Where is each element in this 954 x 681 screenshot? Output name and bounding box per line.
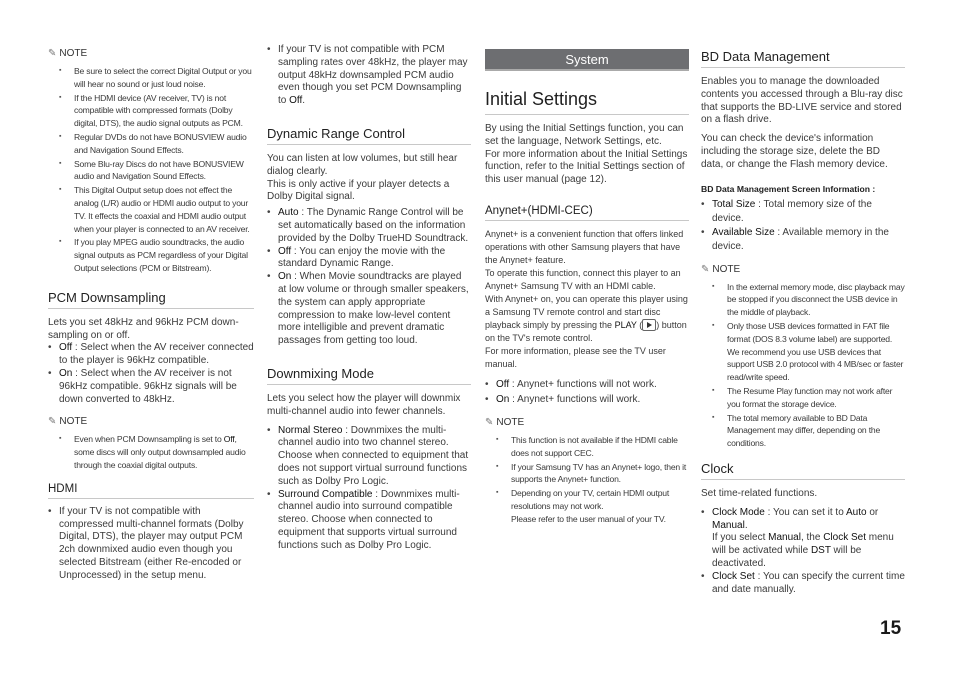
page-title: Initial Settings bbox=[485, 89, 689, 115]
bd-p2: You can check the device's information including the storage size, delete the BD data, or change the Flash memory device. bbox=[701, 133, 888, 170]
option-item: • Normal Stereo : Downmixes the multi-channel audio into two channel stereo. Choose when connected to equipment that does not support virtual surround functions such as Dolby Pro Logic. bbox=[267, 425, 471, 489]
section-title-downmixing-mode: Downmixing Mode bbox=[267, 366, 471, 385]
note-item: ▪ The total memory available to BD Data Management may differ, depending on the conditions. bbox=[701, 412, 905, 450]
note-item: ▪ Depending on your TV, certain HDMI output resolutions may not work. Please refer to the user manual of your TV. bbox=[485, 487, 689, 525]
drc-intro-1: You can listen at low volumes, but still hear dialog clearly. bbox=[267, 152, 458, 177]
section-title-hdmi: HDMI bbox=[48, 483, 254, 499]
pcm-options bbox=[48, 342, 254, 406]
system-banner: System bbox=[485, 49, 689, 71]
top-bullet-list bbox=[267, 44, 471, 108]
note-item: ▪ This Digital Output setup does not effect the analog (L/R) audio or HDMI audio output to your TV. It effects the coaxial and HDMI audio output when your player is connected to an AV receiver. bbox=[48, 184, 254, 235]
note-heading: ✎ NOTE bbox=[48, 416, 88, 428]
note-heading: ✎ NOTE bbox=[701, 263, 741, 275]
hdmi-list bbox=[48, 506, 254, 583]
note-list bbox=[48, 433, 254, 471]
anynet-p1: Anynet+ is a convenient function that offers linked operations with other Samsung players that have the Anynet+ feature. bbox=[485, 228, 684, 265]
section-title-pcm-downsampling: PCM Downsampling bbox=[48, 290, 254, 309]
option-item: • On : Anynet+ functions will work. bbox=[485, 392, 689, 407]
note-list bbox=[701, 281, 905, 450]
option-item: • Clock Mode : You can set it to Auto or Manual. If you select Manual, the Clock Set menu will be activated while DST will be deactivated. bbox=[701, 507, 905, 571]
page-number: 15 bbox=[880, 618, 902, 639]
pencil-icon: ✎ bbox=[701, 263, 710, 275]
option-item: • Off : Anynet+ functions will not work. bbox=[485, 377, 689, 392]
note-item: ▪ If the HDMI device (AV receiver, TV) is not compatible with compressed formats (Dolby digital, DTS), the audio signal outputs as PCM. bbox=[48, 92, 254, 130]
anynet-p2: To operate this function, connect this player to an Anynet+ Samsung TV with an HDMI cable. bbox=[485, 267, 681, 291]
dm-intro: Lets you select how the player will downmix multi-channel audio into fewer channels. bbox=[267, 392, 461, 417]
option-item: • Total Size : Total memory size of the device. bbox=[701, 198, 905, 226]
note-heading: ✎ NOTE bbox=[485, 416, 525, 428]
note-heading: ✎ NOTE bbox=[48, 48, 88, 59]
play-icon bbox=[642, 319, 656, 331]
section-title-bd-data-management: BD Data Management bbox=[701, 49, 905, 68]
column-4 bbox=[701, 44, 905, 596]
bd-p1: Enables you to manage the downloaded contents you accessed through a Blu-ray disc that supports the BD-LIVE service and stored on a flash drive. bbox=[701, 76, 903, 126]
dm-options bbox=[267, 425, 471, 553]
bullet-item: • If your TV is not compatible with PCM sampling rates over 48kHz, the player may output 48kHz downsampled PCM audio even though you set PCM Downsampling to Off. bbox=[267, 44, 471, 108]
bullet-item: • If your TV is not compatible with compressed multi-channel formats (Dolby Digital, DTS), the player may output PCM 2ch downmixed audio even though you selected Bitstream (either Re-encoded or Unprocessed) in the setup menu. bbox=[48, 506, 254, 583]
drc-intro-2: This is only active if your player detects a Dolby Digital signal. bbox=[267, 178, 450, 203]
note-item: ▪ Only those USB devices formatted in FAT file format (DOS 8.3 volume label) are supported. We recommend you use USB devices that support USB 2.0 protocol with 4 MB/sec or faster read/write speed. bbox=[701, 320, 905, 384]
note-item: ▪ Some Blu-ray Discs do not have BONUSVIEW audio and Navigation Sound Effects. bbox=[48, 158, 254, 184]
option-item: • Off : You can enjoy the movie with the standard Dynamic Range. bbox=[267, 246, 471, 272]
option-item: • Surround Compatible : Downmixes multi-channel audio into surround compatible stereo. Choose when connected to equipment that supports virtual surround functions such as Dolby Pro Logic. bbox=[267, 489, 471, 553]
anynet-p4: For more information, please see the TV user manual. bbox=[485, 345, 666, 369]
initial-intro-2: For more information about the Initial Settings function, refer to the Initial Settings section of this user manual (page 12). bbox=[485, 148, 688, 186]
bd-screen-info-heading: BD Data Management Screen Information : bbox=[701, 183, 876, 194]
option-item: • Auto : The Dynamic Range Control will be set automatically based on the information provided by the Dolby TrueHD Soundtrack. bbox=[267, 207, 471, 245]
anynet-p3: With Anynet+ on, you can operate this player using a Samsung TV remote control and start disc playback simply by pressing the PLAY ( ) button on the TV's remote control. bbox=[485, 293, 688, 343]
option-item: • On : When Movie soundtracks are played at low volume or through smaller speakers, the system can apply appropriate compression to make low-level content more intelligible and prevent dramatic passages from getting too loud. bbox=[267, 271, 471, 348]
note-list bbox=[485, 434, 689, 526]
note-item: ▪ If you play MPEG audio soundtracks, the audio signal outputs as PCM regardless of your Digital Output selections (PCM or Bitstream). bbox=[48, 236, 254, 274]
note-item: ▪ Even when PCM Downsampling is set to Off, some discs will only output downsampled audio through the coaxial digital outputs. bbox=[48, 433, 254, 471]
column-2 bbox=[267, 44, 471, 553]
anynet-options bbox=[485, 377, 689, 407]
note-item: ▪ If your Samsung TV has an Anynet+ logo, then it supports the Anynet+ function. bbox=[485, 461, 689, 487]
option-item: • Clock Set : You can specify the current time and date manually. bbox=[701, 571, 905, 597]
note-item: ▪ The Resume Play function may not work after you format the storage device. bbox=[701, 385, 905, 411]
note-item: ▪ Be sure to select the correct Digital Output or you will hear no sound or just loud noise. bbox=[48, 65, 254, 91]
note-item: ▪ This function is not available if the HDMI cable does not support CEC. bbox=[485, 434, 689, 460]
note-list bbox=[48, 65, 254, 275]
pcm-intro: Lets you set 48kHz and 96kHz PCM down-sampling on or off. bbox=[48, 316, 239, 341]
column-3 bbox=[485, 44, 689, 527]
option-item: • On : Select when the AV receiver is not 96kHz compatible. 96kHz signals will be down converted to 48kHz. bbox=[48, 368, 254, 406]
pencil-icon: ✎ bbox=[485, 416, 494, 428]
clock-options bbox=[701, 507, 905, 597]
clock-intro: Set time-related functions. bbox=[701, 487, 818, 499]
section-title-clock: Clock bbox=[701, 461, 905, 480]
option-item: • Off : Select when the AV receiver connected to the player is 96kHz compatible. bbox=[48, 342, 254, 368]
section-title-anynet: Anynet+(HDMI-CEC) bbox=[485, 205, 689, 221]
drc-options bbox=[267, 207, 471, 348]
initial-intro-1: By using the Initial Settings function, you can set the language, Network Settings, etc. bbox=[485, 123, 684, 147]
section-title-dynamic-range-control: Dynamic Range Control bbox=[267, 126, 471, 145]
pencil-icon: ✎ bbox=[48, 48, 57, 59]
bd-info-list bbox=[701, 198, 905, 254]
note-item: ▪ Regular DVDs do not have BONUSVIEW audio and Navigation Sound Effects. bbox=[48, 131, 254, 157]
option-item: • Available Size : Available memory in the device. bbox=[701, 226, 905, 254]
pencil-icon: ✎ bbox=[48, 416, 57, 428]
note-item: ▪ In the external memory mode, disc playback may be stopped if you disconnect the USB device in the middle of playback. bbox=[701, 281, 905, 319]
column-1 bbox=[48, 44, 254, 583]
